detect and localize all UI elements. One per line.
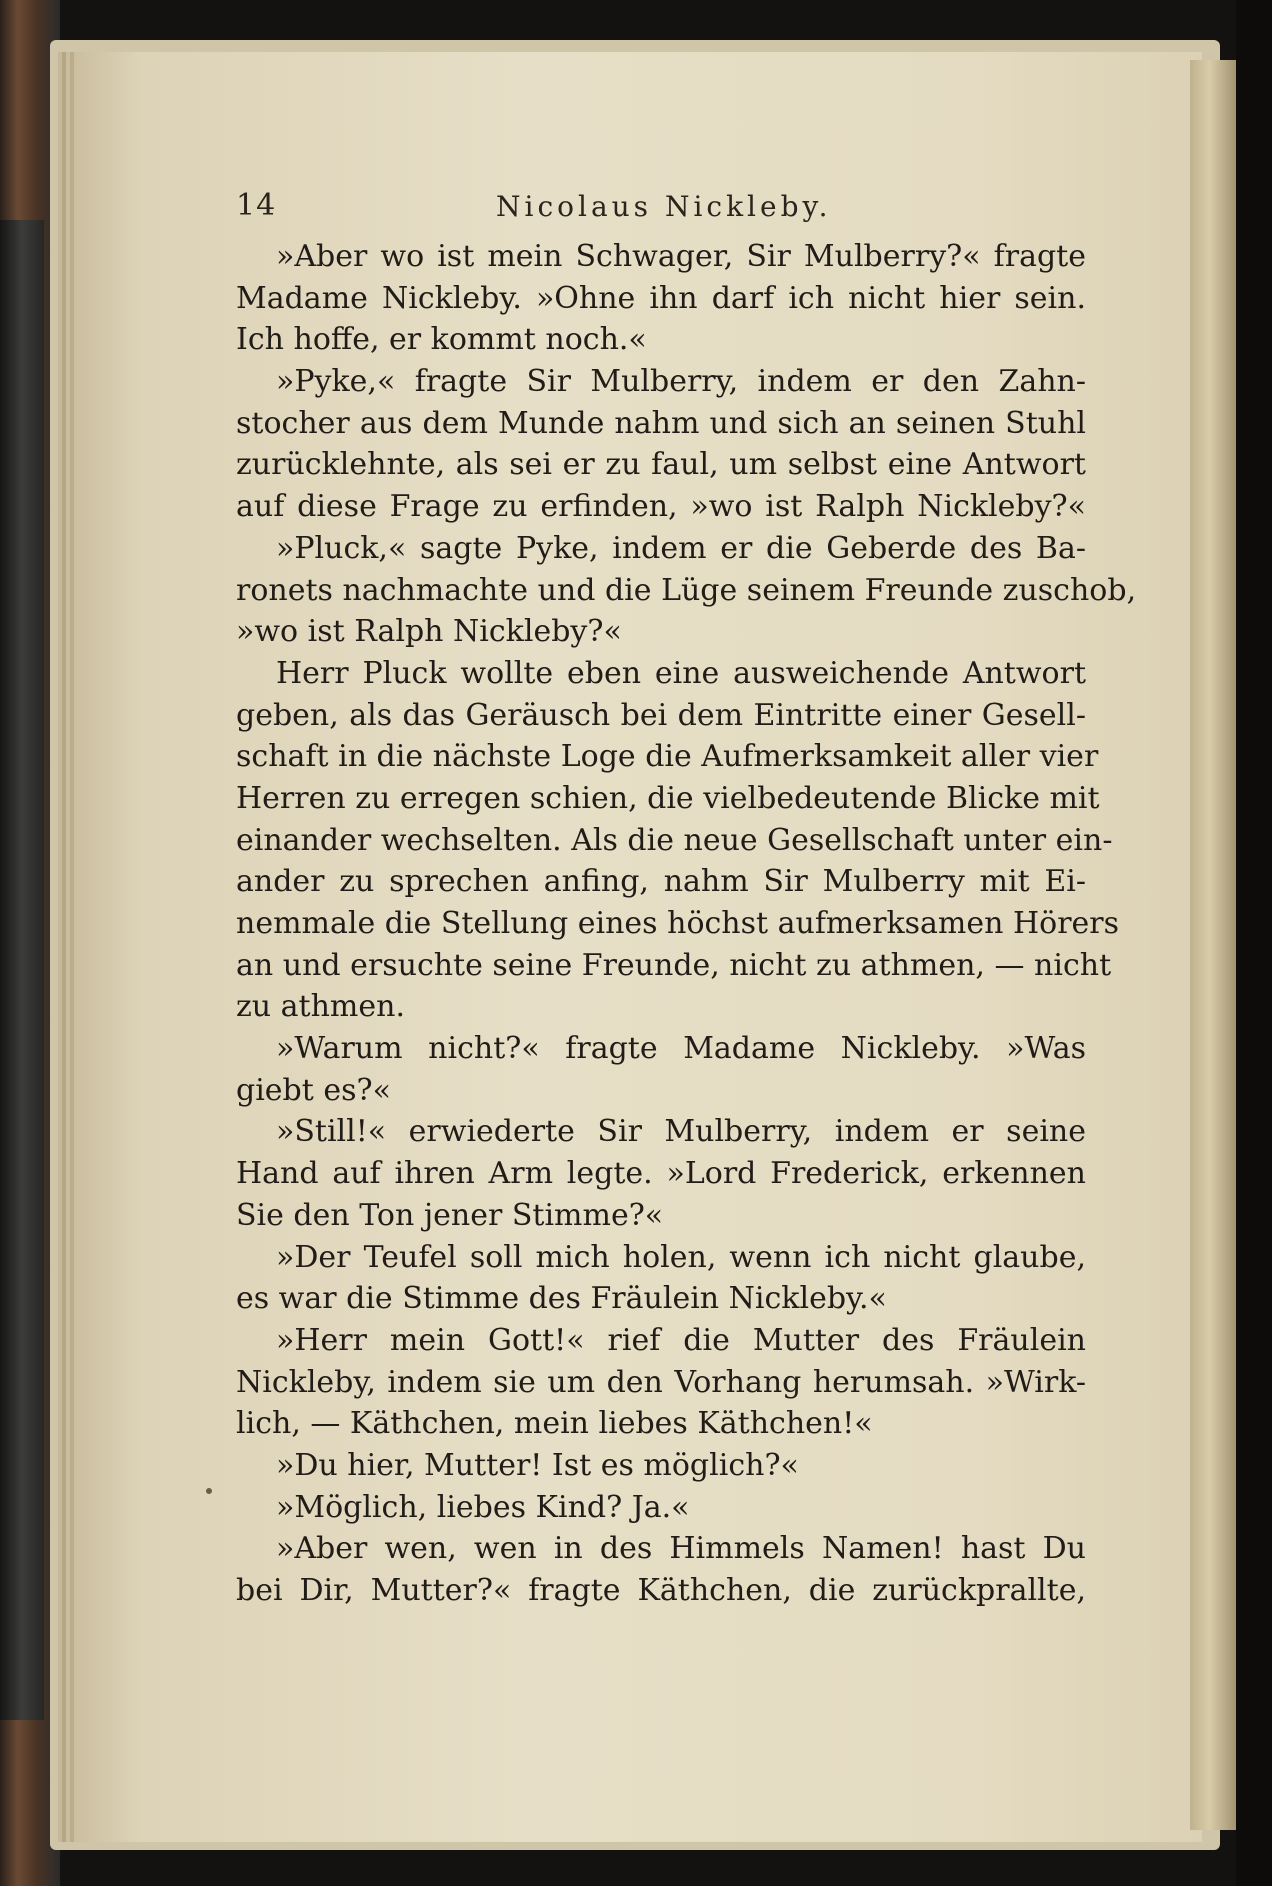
text-line: nemmale die Stellung eines höchst aufmerksamen Hörers [236,906,1120,941]
book-cover-cloth [0,220,44,1720]
text-line: »Pyke,« fragte Sir Mulberry, indem er den Zahn- [276,364,1086,400]
text-line: Sie den Ton jener Stimme?« [236,1197,664,1233]
text-line: »Aber wen, wen in des Himmels Namen! hast Du [276,1531,1086,1567]
text-line: ronets nachmachte und die Lüge seinem Freunde zuschob, [236,572,1137,608]
text-line: Ich hoffe, er kommt noch.« [236,322,647,358]
book-cover-right [1236,0,1272,1886]
text-line: »Der Teufel soll mich holen, wenn ich nicht glaube, [276,1239,1086,1275]
page-header [236,188,956,238]
body-text [236,236,1137,1612]
text-line: giebt es?« [236,1072,391,1108]
text-line: zu athmen. [236,989,405,1025]
text-line: lich, — Käthchen, mein liebes Käthchen!« [236,1406,873,1442]
text-line: auf diese Frage zu erfinden, »wo ist Ralph Nickleby?« [236,489,1086,525]
text-line: stocher aus dem Munde nahm und sich an seinen Stuhl [236,405,1086,441]
text-line: geben, als das Geräusch bei dem Eintritte einer Gesell- [236,697,1086,733]
text-line: Herr Pluck wollte eben eine ausweichende Antwort [276,655,1086,691]
text-line: ander zu sprechen anfing, nahm Sir Mulberry mit Ei- [236,864,1086,900]
text-line: »Du hier, Mutter! Ist es möglich?« [276,1447,799,1483]
text-line: bei Dir, Mutter?« fragte Käthchen, die zurückprallte, [236,1573,1086,1608]
text-line: an und ersuchte seine Freunde, nicht zu athmen, — nicht [236,947,1112,983]
text-line: »wo ist Ralph Nickleby?« [236,614,622,650]
text-line: Herren zu erregen schien, die vielbedeutende Blicke mit [236,780,1100,816]
facing-page-edge [1190,60,1238,1830]
text-line: »Pluck,« sagte Pyke, indem er die Geberde des Ba- [276,530,1086,566]
text-line: Hand auf ihren Arm legte. »Lord Frederick, erkennen [236,1156,1086,1192]
page-number: 14 [236,188,277,223]
text-line: »Still!« erwiederte Sir Mulberry, indem er seine [276,1114,1086,1150]
running-title: Nicolaus Nickleby. [496,190,832,223]
text-line: »Aber wo ist mein Schwager, Sir Mulberry?« fragte [276,239,1086,274]
text-line: schaft in die nächste Loge die Aufmerksamkeit aller vier [236,739,1099,775]
text-line: »Herr mein Gott!« rief die Mutter des Fräulein [276,1322,1086,1358]
text-line: es war die Stimme des Fräulein Nickleby.« [236,1281,887,1317]
text-line: »Warum nicht?« fragte Madame Nickleby. »Was [276,1031,1086,1067]
text-line: Nickleby, indem sie um den Vorhang herumsah. »Wirk- [236,1364,1086,1400]
text-line: »Möglich, liebes Kind? Ja.« [276,1489,690,1525]
text-line: einander wechselten. Als die neue Gesellschaft unter ein- [236,822,1113,858]
text-line: zurücklehnte, als sei er zu faul, um selbst eine Antwort [236,447,1086,483]
ink-spot [206,1488,212,1494]
text-line: Madame Nickleby. »Ohne ihn darf ich nicht hier sein. [236,280,1086,316]
